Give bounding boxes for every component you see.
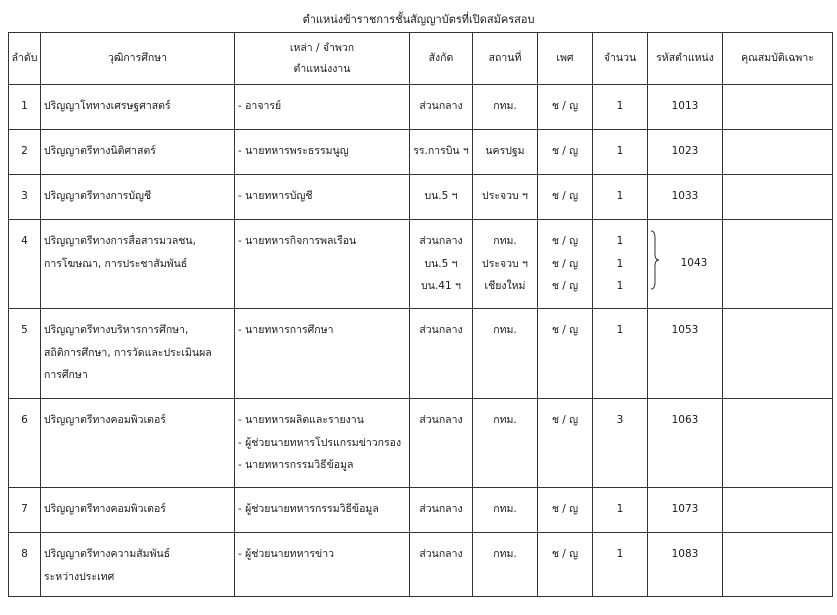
row-number-text: 1: [21, 100, 28, 112]
row-number-text: 3: [21, 190, 28, 202]
count-cell: [593, 533, 648, 597]
unit-value: บน.41 ฯ: [421, 280, 461, 292]
unit-value: บน.5 ฯ: [424, 257, 458, 270]
gender-value: ช / ญ: [551, 548, 579, 560]
qualification-cell: [723, 399, 833, 488]
count-value: 1: [616, 548, 624, 560]
unit-value: ส่วนกลาง: [419, 324, 463, 336]
degree-line: ปริญญาตรีทางความสัมพันธ์: [44, 548, 171, 560]
location-value: กทม.: [493, 324, 517, 336]
row-number: [9, 220, 41, 309]
count-value: 1: [616, 324, 624, 336]
header-degree: วุฒิการศึกษา: [41, 33, 235, 85]
code-cell: [648, 130, 723, 175]
qualification-cell: [723, 488, 833, 533]
unit-value: ส่วนกลาง: [419, 100, 463, 112]
unit-value: ส่วนกลาง: [419, 503, 463, 515]
degree-cell: [41, 175, 235, 220]
position-code: 1053: [671, 324, 699, 336]
unit-cell: [410, 175, 473, 220]
unit-cell: [410, 533, 473, 597]
position-code: 1043: [680, 257, 708, 269]
count-cell: [593, 399, 648, 488]
table-row: [9, 309, 833, 399]
unit-value: ส่วนกลาง: [419, 414, 463, 426]
position-line: - นายทหารบัญชี: [238, 190, 313, 202]
location-value: นครปฐม: [485, 145, 525, 157]
position-cell: [235, 533, 410, 597]
degree-cell: [41, 488, 235, 533]
degree-line: ปริญญาตรีทางนิติศาสตร์: [44, 145, 156, 157]
gender-value: ช / ญ: [551, 100, 579, 112]
unit-value: บน.5 ฯ: [424, 190, 458, 202]
table-row: [9, 85, 833, 130]
gender-value: ช / ญ: [551, 280, 579, 292]
table-row: [9, 488, 833, 533]
row-number: [9, 309, 41, 399]
unit-cell: [410, 220, 473, 309]
gender-cell: [538, 309, 593, 399]
code-cell: [648, 533, 723, 597]
count-value: 1: [616, 190, 624, 202]
location-cell: [473, 533, 538, 597]
unit-cell: [410, 399, 473, 488]
position-line: - ผู้ช่วยนายทหารกรรมวิธีข้อมูล: [238, 503, 379, 515]
gender-cell: [538, 85, 593, 130]
row-number-text: 6: [21, 414, 28, 426]
gender-value: ช / ญ: [551, 235, 579, 247]
unit-value: รร.การบิน ฯ: [413, 145, 469, 157]
table-header-row: [9, 33, 833, 85]
location-value: กทม.: [493, 503, 517, 515]
header-no: ลำดับ: [9, 33, 41, 85]
location-cell: [473, 85, 538, 130]
qualification-cell: [723, 533, 833, 597]
code-cell: [648, 488, 723, 533]
count-value: 1: [616, 257, 624, 270]
table-row: [9, 399, 833, 488]
degree-cell: [41, 85, 235, 130]
gender-cell: [538, 399, 593, 488]
degree-line: ปริญญาโททางเศรษฐศาสตร์: [44, 100, 171, 112]
count-value: 1: [616, 145, 624, 157]
row-number: [9, 175, 41, 220]
position-line: - ผู้ช่วยนายทหารโปรแกรมข่าวกรอง: [238, 436, 402, 449]
degree-cell: [41, 220, 235, 309]
gender-value: ช / ญ: [551, 257, 579, 270]
degree-line: ระหว่างประเทศ: [44, 570, 115, 583]
row-number: [9, 85, 41, 130]
unit-cell: [410, 85, 473, 130]
degree-line: การโฆษณา, การประชาสัมพันธ์: [44, 257, 188, 270]
gender-value: ช / ญ: [551, 503, 579, 515]
position-line: - นายทหารพระธรรมนูญ: [238, 145, 349, 157]
unit-value: ส่วนกลาง: [419, 235, 463, 247]
count-cell: [593, 130, 648, 175]
row-number: [9, 399, 41, 488]
header-unit: สังกัด: [410, 33, 473, 85]
code-cell: [648, 220, 723, 309]
row-number-text: 8: [21, 548, 28, 560]
header-branch: [235, 33, 410, 85]
position-code: 1033: [671, 190, 699, 202]
position-cell: [235, 175, 410, 220]
location-value: กทม.: [493, 414, 517, 426]
degree-line: ปริญญาตรีทางบริหารการศึกษา,: [44, 324, 189, 336]
position-line: - อาจารย์: [238, 100, 282, 112]
location-cell: [473, 309, 538, 399]
position-code: 1063: [671, 414, 699, 426]
position-cell: [235, 85, 410, 130]
header-branch-line1: เหล่า / จำพวก: [289, 41, 355, 54]
table-row: [9, 175, 833, 220]
count-value: 3: [616, 414, 624, 426]
unit-cell: [410, 309, 473, 399]
qualification-cell: [723, 175, 833, 220]
degree-cell: [41, 399, 235, 488]
qualification-cell: [723, 85, 833, 130]
location-cell: [473, 175, 538, 220]
location-cell: [473, 130, 538, 175]
header-branch-line2: ตำแหน่งงาน: [293, 62, 351, 75]
gender-cell: [538, 130, 593, 175]
count-cell: [593, 488, 648, 533]
qualification-cell: [723, 130, 833, 175]
count-cell: [593, 220, 648, 309]
header-count: จำนวน: [593, 33, 648, 85]
table-row: [9, 130, 833, 175]
gender-cell: [538, 533, 593, 597]
count-cell: [593, 309, 648, 399]
row-number: [9, 533, 41, 597]
degree-line: สถิติการศึกษา, การวัดและประเมินผล: [44, 346, 212, 359]
degree-cell: [41, 309, 235, 399]
location-cell: [473, 488, 538, 533]
location-value: กทม.: [493, 548, 517, 560]
gender-value: ช / ญ: [551, 190, 579, 202]
count-value: 1: [616, 280, 624, 292]
position-line: - ผู้ช่วยนายทหารข่าว: [238, 548, 335, 560]
degree-cell: [41, 130, 235, 175]
row-number-text: 7: [21, 503, 28, 515]
gender-cell: [538, 488, 593, 533]
unit-cell: [410, 488, 473, 533]
count-value: 1: [616, 235, 624, 247]
location-value: กทม.: [493, 100, 517, 112]
code-cell: [648, 309, 723, 399]
degree-line: ปริญญาตรีทางการสื่อสารมวลชน,: [44, 235, 196, 247]
position-cell: [235, 220, 410, 309]
position-line: - นายทหารกรรมวิธีข้อมูล: [238, 459, 354, 471]
position-cell: [235, 488, 410, 533]
code-cell: [648, 175, 723, 220]
position-line: - นายทหารกิจการพลเรือน: [238, 235, 357, 247]
right-brace-icon: [650, 230, 660, 290]
header-gender: เพศ: [538, 33, 593, 85]
unit-value: ส่วนกลาง: [419, 548, 463, 560]
header-location: สถานที่: [473, 33, 538, 85]
position-code: 1023: [671, 145, 699, 157]
gender-value: ช / ญ: [551, 145, 579, 157]
position-code: 1013: [671, 100, 699, 112]
page-title: ตำแหน่งข้าราชการชั้นสัญญาบัตรที่เปิดสมัครสอบ: [302, 13, 535, 26]
qualification-cell: [723, 220, 833, 309]
gender-cell: [538, 175, 593, 220]
position-line: - นายทหารการศึกษา: [238, 324, 334, 336]
degree-cell: [41, 533, 235, 597]
qualification-cell: [723, 309, 833, 399]
positions-table: [8, 32, 833, 597]
row-number-text: 5: [21, 324, 28, 336]
position-cell: [235, 309, 410, 399]
position-line: - นายทหารผลิตและรายงาน: [238, 414, 364, 426]
location-cell: [473, 399, 538, 488]
table-row: [9, 533, 833, 597]
degree-line: ปริญญาตรีทางคอมพิวเตอร์: [44, 503, 166, 515]
unit-cell: [410, 130, 473, 175]
count-cell: [593, 175, 648, 220]
degree-line: ปริญญาตรีทางการบัญชี: [44, 190, 152, 202]
row-number-text: 4: [21, 235, 28, 247]
count-cell: [593, 85, 648, 130]
row-number: [9, 488, 41, 533]
header-code: รหัสตำแหน่ง: [648, 33, 723, 85]
table-row: [9, 220, 833, 309]
location-value: กทม.: [493, 235, 517, 247]
position-code: 1083: [671, 548, 699, 560]
location-value: เชียงใหม่: [484, 280, 526, 292]
location-value: ประจวบ ฯ: [482, 190, 528, 202]
degree-line: ปริญญาตรีทางคอมพิวเตอร์: [44, 414, 166, 426]
code-cell: [648, 85, 723, 130]
count-value: 1: [616, 100, 624, 112]
gender-value: ช / ญ: [551, 414, 579, 426]
position-cell: [235, 399, 410, 488]
header-qualification: คุณสมบัติเฉพาะ: [723, 33, 833, 85]
location-cell: [473, 220, 538, 309]
row-number: [9, 130, 41, 175]
code-cell: [648, 399, 723, 488]
gender-value: ช / ญ: [551, 324, 579, 336]
gender-cell: [538, 220, 593, 309]
degree-line: การศึกษา: [44, 369, 88, 381]
row-number-text: 2: [21, 145, 28, 157]
position-code: 1073: [671, 503, 699, 515]
location-value: ประจวบ ฯ: [482, 257, 528, 270]
count-value: 1: [616, 503, 624, 515]
position-cell: [235, 130, 410, 175]
